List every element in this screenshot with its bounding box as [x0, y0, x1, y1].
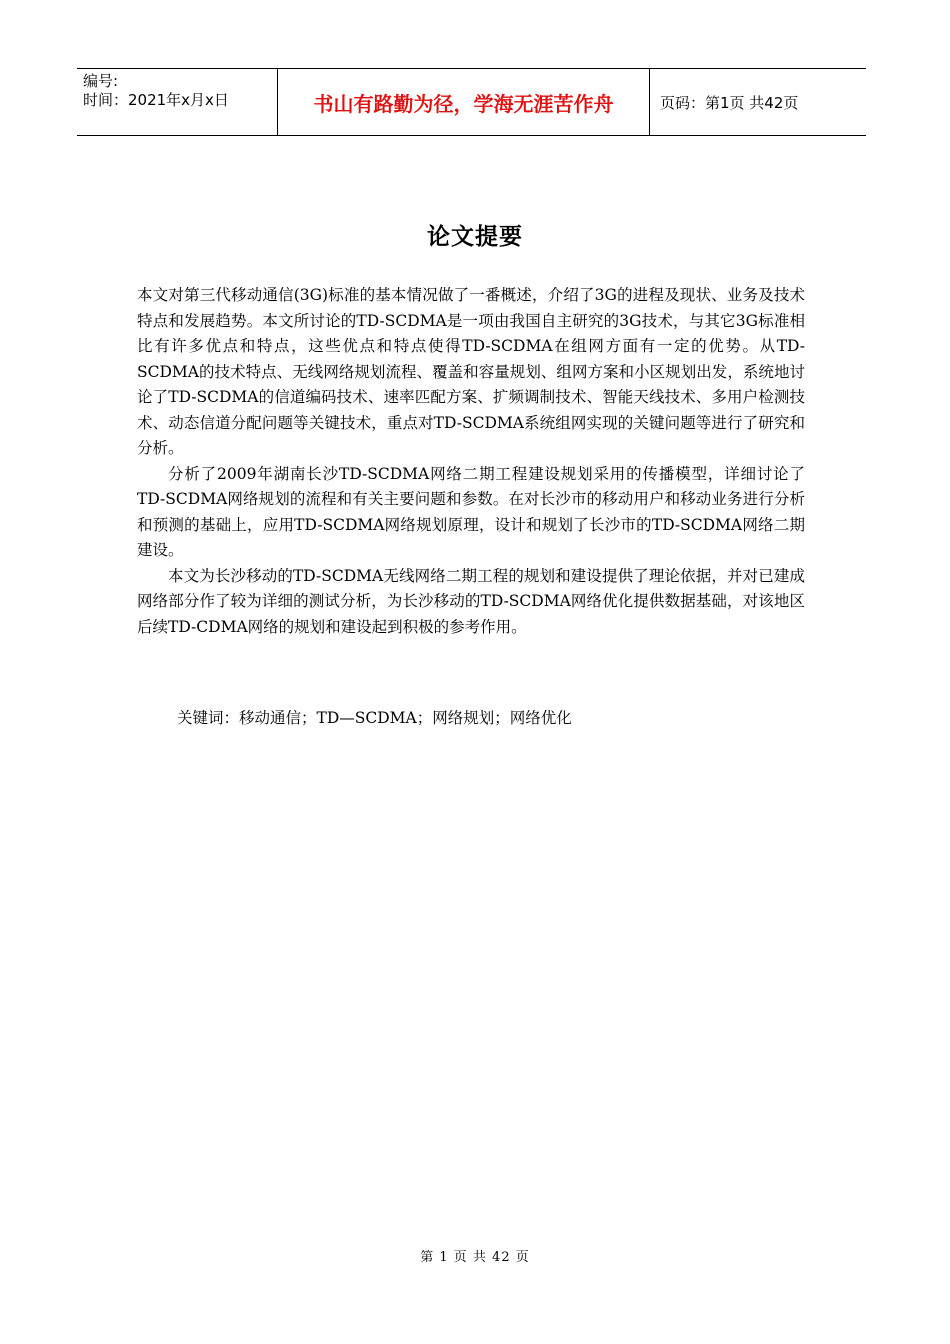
abstract-paragraph-2: 分析了2009年湖南长沙TD-SCDMA网络二期工程建设规划采用的传播模型，详细讨论了TD-SCDMA网络规划的流程和有关主要问题和参数。在对长沙市的移动用户和移动业务进行分析和预测的基础上，应用TD-SCDMA网络规划原理，设计和规划了长沙市的TD-SCDMA网络二期建设。: [137, 464, 805, 559]
header-meta: [77, 69, 278, 135]
keywords: 关键词：移动通信；TD—SCDMA；网络规划；网络优化: [177, 709, 572, 727]
abstract-body: [137, 283, 805, 640]
page-header: [77, 68, 866, 136]
abstract-title: 论文提要: [427, 224, 523, 250]
header-motto: 书山有路勤为径，学海无涯苦作舟: [278, 69, 650, 135]
abstract-paragraph-3: 本文为长沙移动的TD-SCDMA无线网络二期工程的规划和建设提供了理论依据，并对已建成网络部分作了较为详细的测试分析，为长沙移动的TD-SCDMA网络优化提供数据基础，对该地区后续TD-CDMA网络的规划和建设起到积极的参考作用。: [137, 566, 805, 636]
document-number-label: 编号:: [83, 72, 119, 90]
document-time: 时间：2021年x月x日: [83, 91, 229, 109]
abstract-paragraph-1: 本文对第三代移动通信(3G)标准的基本情况做了一番概述，介绍了3G的进程及现状、业务及技术特点和发展趋势。本文所讨论的TD-SCDMA是一项由我国自主研究的3G技术，与其它3G标准相比有许多优点和特点，这些优点和特点使得TD-SCDMA在组网方面有一定的优势。从TD-SCDMA的技术特点、无线网络规划流程、覆盖和容量规划、组网方案和小区规划出发，系统地讨论了TD-SCDMA的信道编码技术、速率匹配方案、扩频调制技术、智能天线技术、多用户检测技术、动态信道分配问题等关键技术，重点对TD-SCDMA系统组网实现的关键问题等进行了研究和分析。: [137, 286, 805, 457]
header-page-info: 页码：第1页 共42页: [660, 93, 799, 112]
page-footer: 第 1 页 共 42 页: [420, 1250, 530, 1265]
